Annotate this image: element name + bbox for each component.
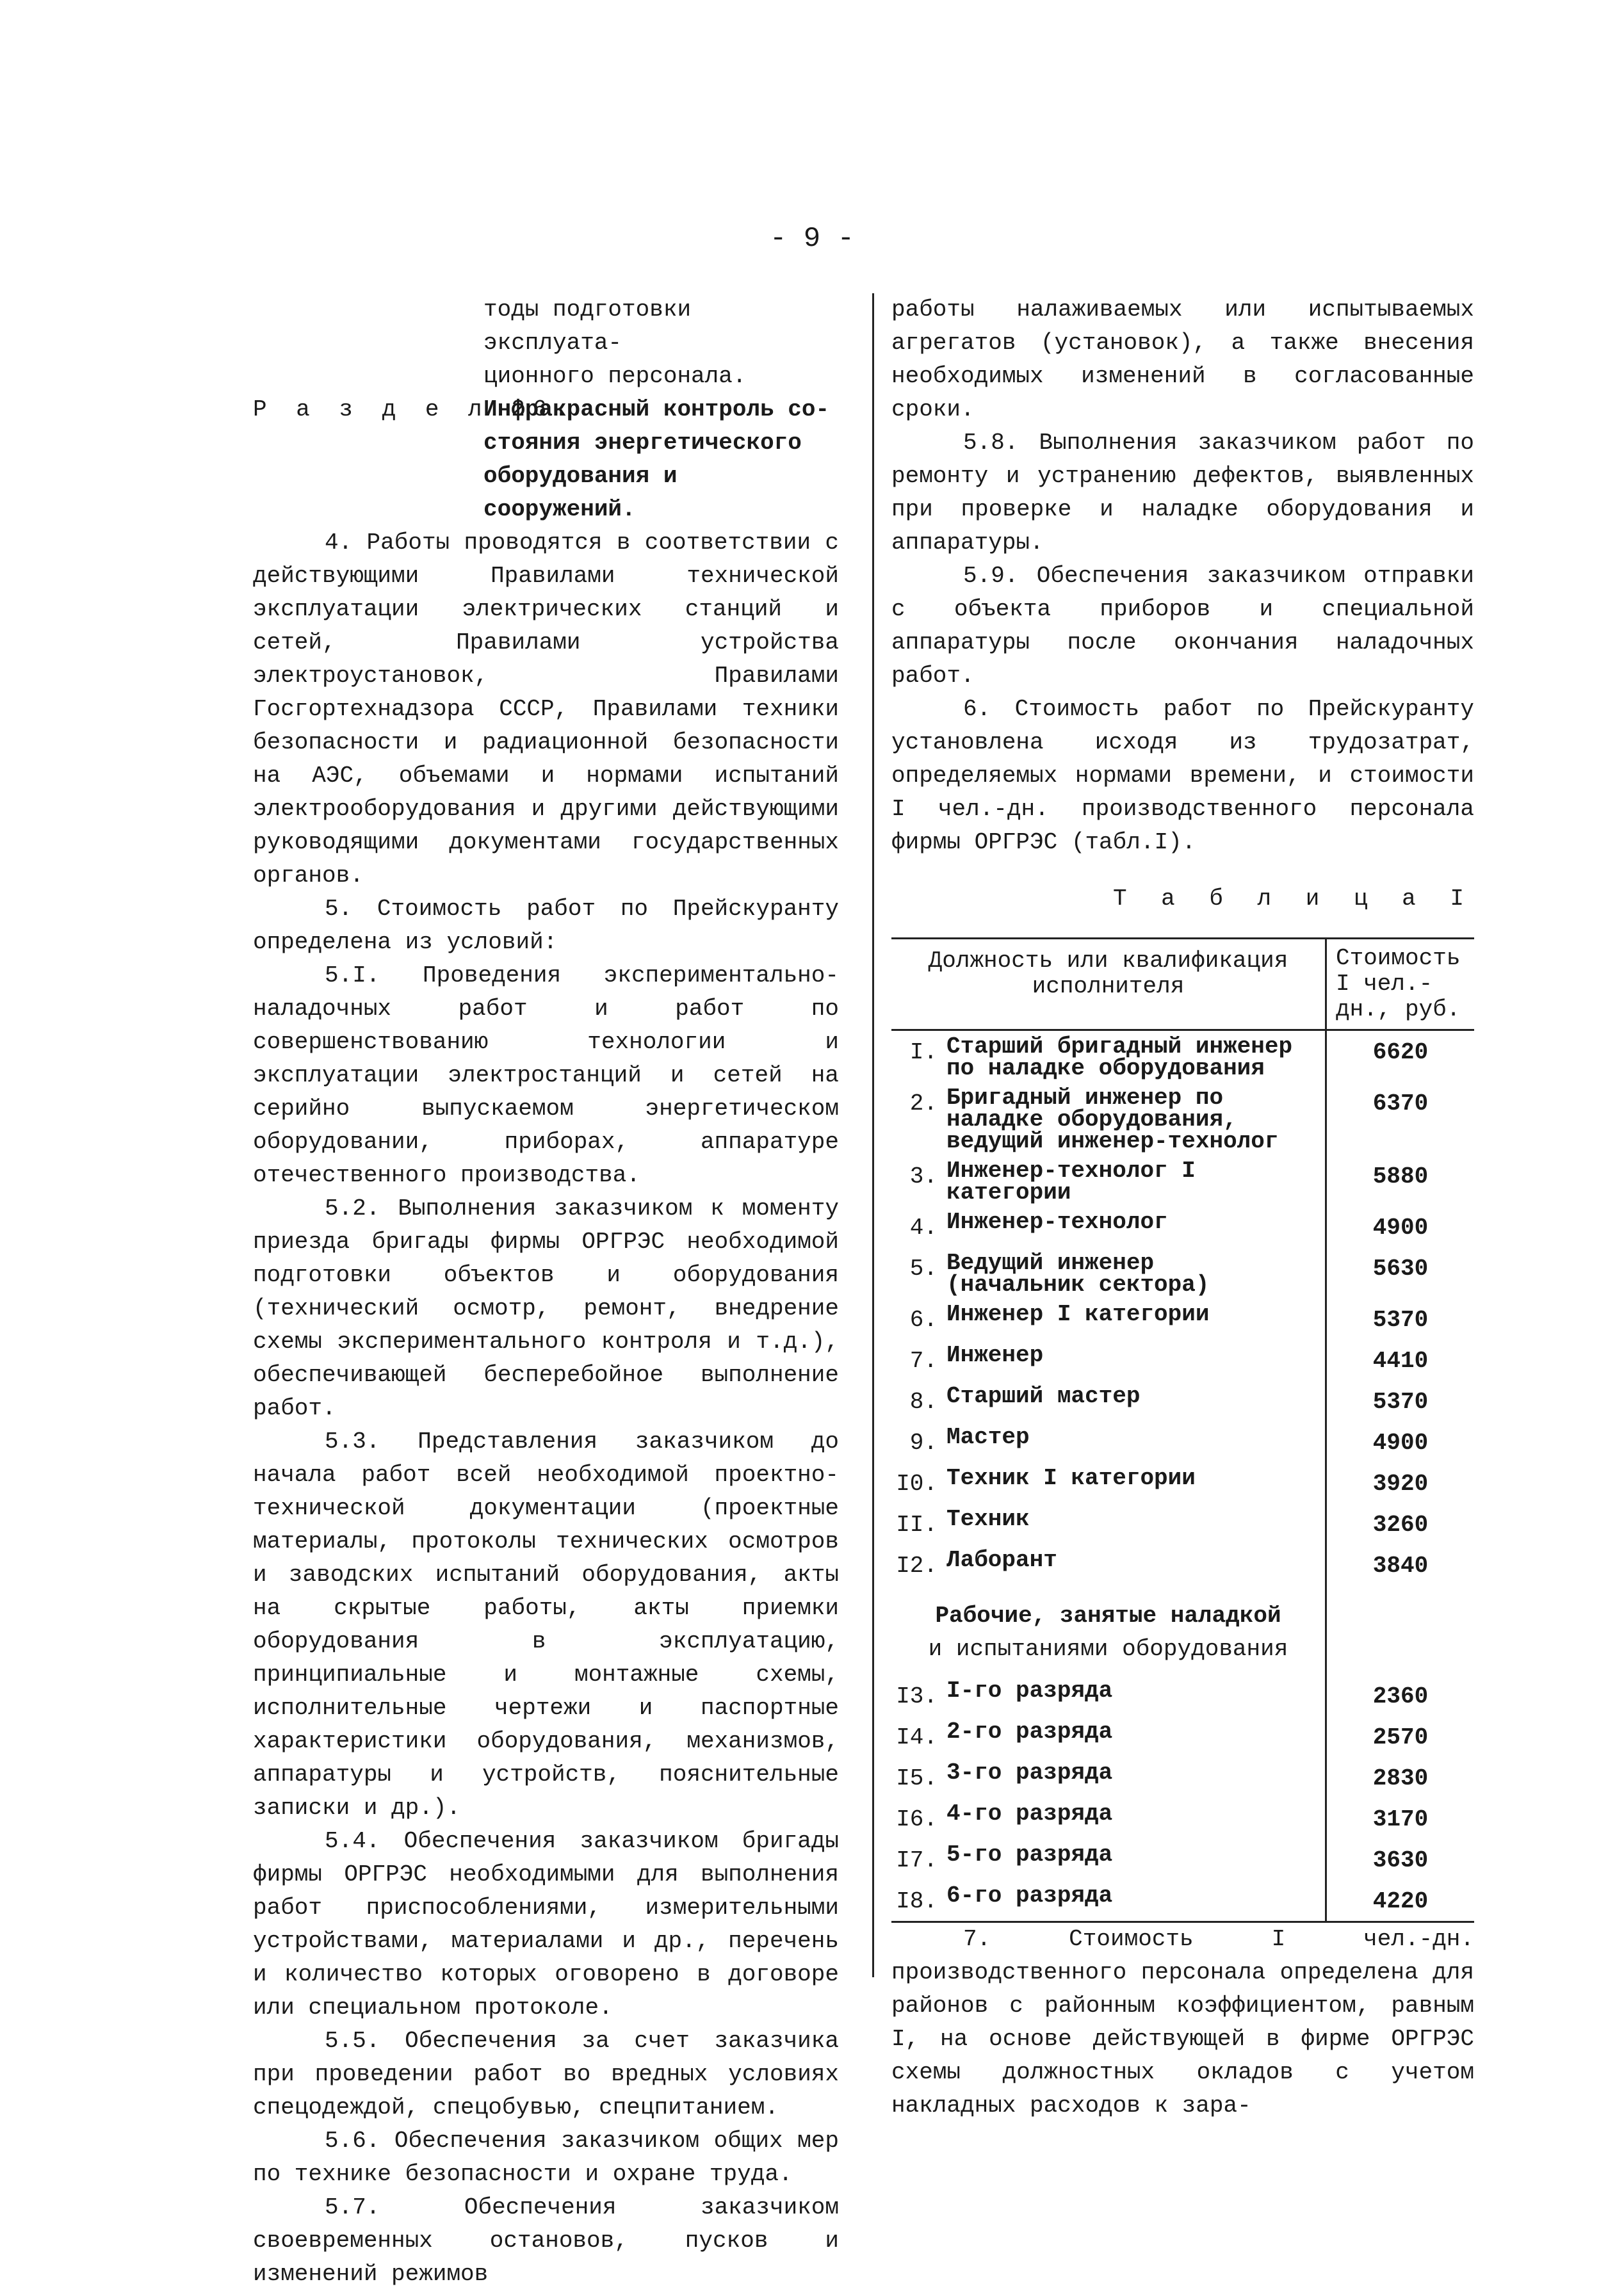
paragraph-5-1: 5.I. Проведения экспериментально-наладочных работ и работ по совершенствованию технологии и эксплуатации электростанций и сетей на серийно выпускаемом энергетическом оборудовании, приборах, аппаратуре отечественного производства. <box>253 962 839 1188</box>
toc-title-line-3: оборудования и сооружений. <box>483 463 678 522</box>
row-number: I7. <box>896 1847 938 1874</box>
cost-cell: 2830 <box>1372 1765 1429 1792</box>
row-number: 7. <box>909 1348 938 1374</box>
position-name: Старший мастер <box>946 1383 1141 1409</box>
position-name: Инженер-технолог <box>946 1209 1168 1235</box>
worker-row <box>891 1880 1474 1921</box>
section-label: Р а з д е л 26. <box>253 396 576 423</box>
position-name: Ведущий инженер (начальник сектора) <box>946 1250 1210 1298</box>
row-number: 3. <box>909 1163 938 1190</box>
paragraph-5-6: 5.6. Обеспечения заказчиком общих мер по технике безопасности и охране труда. <box>253 2128 839 2187</box>
position-row <box>891 1031 1474 1082</box>
row-number: I4. <box>896 1724 938 1751</box>
cost-cell: 6620 <box>1372 1039 1429 1065</box>
cost-cell: 3630 <box>1372 1847 1429 1874</box>
position-row <box>891 1155 1474 1206</box>
cost-cell: 3170 <box>1372 1806 1429 1833</box>
paragraph-5-3: 5.3. Представления заказчиком до начала работ всей необходимой проектно-технической документации (проектные материалы, протоколы технических осмотров и заводских испытаний оборудования, акты на скрытые работы, акты приемки оборудования в эксплуатацию, принципиальные и монтажные схемы, исполнительные чертежи и паспортные характеристики оборудования, механизмов, аппаратуры и устройств, пояснительные записки и др.). <box>253 1429 839 1821</box>
position-name: Старший бригадный инженер по наладке оборудования <box>946 1033 1293 1081</box>
worker-row <box>891 1757 1474 1798</box>
paragraph-5-5: 5.5. Обеспечения за счет заказчика при проведении работ во вредных условиях спецодеждой, спецобувью, спецпитанием. <box>253 2028 839 2121</box>
position-cell <box>891 1880 1327 1921</box>
position-cell <box>891 1340 1327 1380</box>
position-cell <box>891 1155 1327 1206</box>
paragraph-4: 4. Работы проводятся в соответствии с действующими Правилами технической эксплуатации электрических станций и сетей, Правилами устройства электроустановок, Правилами Госгортехнадзора СССР, Правилами техники безопасности и радиационной безопасности на АЭС, объемами и нормами испытаний электрооборудования и другими действующими руководящими документами государственных органов. <box>253 530 839 889</box>
table-body-positions <box>891 1031 1474 1585</box>
position-cell <box>891 1206 1327 1247</box>
worker-row <box>891 1675 1474 1716</box>
row-number: I0. <box>896 1471 938 1497</box>
position-cell <box>891 1299 1327 1340</box>
position-row <box>891 1503 1474 1544</box>
position-name: Лаборант <box>946 1547 1057 1573</box>
paragraph-6: 6. Стоимость работ по Прейскуранту установлена исходя из трудозатрат, определяемых нормами времени, и стоимости I чел.-дн. производственного персонала фирмы ОРГРЭС (табл.I). <box>891 696 1474 855</box>
paragraph-5-9: 5.9. Обеспечения заказчиком отправки с объекта приборов и специальной аппаратуры после окончания наладочных работ. <box>891 563 1474 689</box>
toc-title-line-1: Инфракрасный контроль со- <box>483 396 830 423</box>
paragraph-5-2: 5.2. Выполнения заказчиком к моменту приезда бригады фирмы ОРГРЭС необходимой подготовки объектов и оборудования (технический осмотр, ремонт, внедрение схемы экспериментального контроля и т.д.), обеспечивающей бесперебойное выполнение работ. <box>253 1195 839 1421</box>
paragraph-5-4: 5.4. Обеспечения заказчиком бригады фирмы ОРГРЭС необходимыми для выполнения работ приспособлениями, измерительными устройствами, материалами и др., перечень и количество которых оговорено в договоре или специальном протоколе. <box>253 1828 839 2021</box>
paragraph-5: 5. Стоимость работ по Прейскуранту определена из условий: <box>253 896 839 955</box>
position-row <box>891 1206 1474 1247</box>
row-number: I2. <box>896 1553 938 1579</box>
position-name: Инженер I категории <box>946 1301 1210 1327</box>
row-number: II. <box>896 1512 938 1538</box>
section-heading-line-2: и испытаниями оборудования <box>928 1636 1288 1662</box>
position-cell <box>891 1421 1327 1462</box>
position-name: Бригадный инженер по наладке оборудования, ведущий инженер-технолог <box>946 1085 1279 1154</box>
left-column <box>253 293 839 2291</box>
cost-cell: 5370 <box>1372 1389 1429 1415</box>
position-name: 6-го разряда <box>946 1882 1113 1909</box>
cost-cell: 4900 <box>1372 1215 1429 1241</box>
row-number: 4. <box>909 1215 938 1241</box>
position-name: 2-го разряда <box>946 1719 1113 1745</box>
position-cell <box>891 1798 1327 1839</box>
row-number: I5. <box>896 1765 938 1792</box>
section-heading-line-1: Рабочие, занятые наладкой <box>935 1603 1281 1629</box>
position-name: 5-го разряда <box>946 1842 1113 1868</box>
cost-cell: 5370 <box>1372 1307 1429 1333</box>
toc-entry-section-26 <box>253 393 839 426</box>
table-1 <box>891 937 1474 1923</box>
worker-row <box>891 1839 1474 1880</box>
position-name: 3-го разряда <box>946 1760 1113 1786</box>
position-cell <box>891 1544 1327 1585</box>
position-row <box>891 1462 1474 1503</box>
position-row <box>891 1544 1474 1585</box>
table-header-position: Должность или квалификация исполнителя <box>891 939 1327 1029</box>
column-divider <box>872 293 874 1977</box>
cost-cell: 2570 <box>1372 1724 1429 1751</box>
position-cell <box>891 1031 1327 1082</box>
row-number: 5. <box>909 1256 938 1282</box>
row-number: 2. <box>909 1090 938 1117</box>
position-cell <box>891 1839 1327 1880</box>
row-number: I6. <box>896 1806 938 1833</box>
position-cell <box>891 1503 1327 1544</box>
worker-row <box>891 1798 1474 1839</box>
toc-continuation-line-1: тоды подготовки эксплуата- <box>483 296 692 356</box>
cost-cell: 6370 <box>1372 1090 1429 1117</box>
position-row <box>891 1421 1474 1462</box>
cost-cell: 3920 <box>1372 1471 1429 1497</box>
position-cell <box>891 1462 1327 1503</box>
position-name: Мастер <box>946 1424 1030 1450</box>
position-row <box>891 1082 1474 1155</box>
row-number: 9. <box>909 1430 938 1456</box>
cost-cell: 3840 <box>1372 1553 1429 1579</box>
cost-cell: 5880 <box>1372 1163 1429 1190</box>
table-section-workers <box>891 1585 1327 1675</box>
cost-cell: 2360 <box>1372 1683 1429 1710</box>
position-name: Техник <box>946 1506 1030 1532</box>
cost-cell: 3260 <box>1372 1512 1429 1538</box>
cost-cell: 4410 <box>1372 1348 1429 1374</box>
position-name: Техник I категории <box>946 1465 1196 1491</box>
right-column <box>891 293 1474 2123</box>
row-number: I. <box>909 1039 938 1065</box>
position-cell <box>891 1380 1327 1421</box>
row-number: 6. <box>909 1307 938 1333</box>
position-name: I-го разряда <box>946 1678 1113 1704</box>
cost-cell: 5630 <box>1372 1256 1429 1282</box>
row-number: I8. <box>896 1888 938 1915</box>
cost-cell: 4220 <box>1372 1888 1429 1915</box>
table-header-cost: Стоимость I чел.-дн., руб. <box>1336 945 1461 1023</box>
position-cell <box>891 1675 1327 1716</box>
row-number: 8. <box>909 1389 938 1415</box>
position-name: Инженер-технолог I категории <box>946 1158 1196 1206</box>
table-header-row <box>891 939 1474 1031</box>
position-row <box>891 1380 1474 1421</box>
position-name: 4-го разряда <box>946 1801 1113 1827</box>
table-title: Т а б л и ц а I <box>1112 886 1474 912</box>
position-name: Инженер <box>946 1342 1044 1368</box>
table-body-workers <box>891 1675 1474 1921</box>
cost-cell: 4900 <box>1372 1430 1429 1456</box>
paragraph-7: 7. Стоимость I чел.-дн. производственного персонала определена для районов с районным коэффициентом, равным I, на основе действующей в фирме ОРГРЭС схемы должностных окладов с учетом накладных расходов к зара- <box>891 1926 1474 2119</box>
paragraph-continuation: работы налаживаемых или испытываемых агрегатов (установок), а также внесения необходимых изменений в согласованные сроки. <box>891 296 1474 423</box>
page-number: - 9 - <box>769 223 855 255</box>
toc-title-line-2: стояния энергетического <box>483 430 802 456</box>
position-cell <box>891 1757 1327 1798</box>
position-cell <box>891 1716 1327 1757</box>
row-number: I3. <box>896 1683 938 1710</box>
paragraph-5-7: 5.7. Обеспечения заказчиком своевременных остановов, пусков и изменений режимов <box>253 2194 839 2287</box>
position-row <box>891 1247 1474 1299</box>
position-row <box>891 1340 1474 1380</box>
position-cell <box>891 1247 1327 1299</box>
worker-row <box>891 1716 1474 1757</box>
paragraph-5-8: 5.8. Выполнения заказчиком работ по ремонту и устранению дефектов, выявленных при проверке и наладке оборудования и аппаратуры. <box>891 430 1474 556</box>
toc-continuation-line-2: ционного персонала. <box>483 363 747 389</box>
position-cell <box>891 1082 1327 1155</box>
position-row <box>891 1299 1474 1340</box>
